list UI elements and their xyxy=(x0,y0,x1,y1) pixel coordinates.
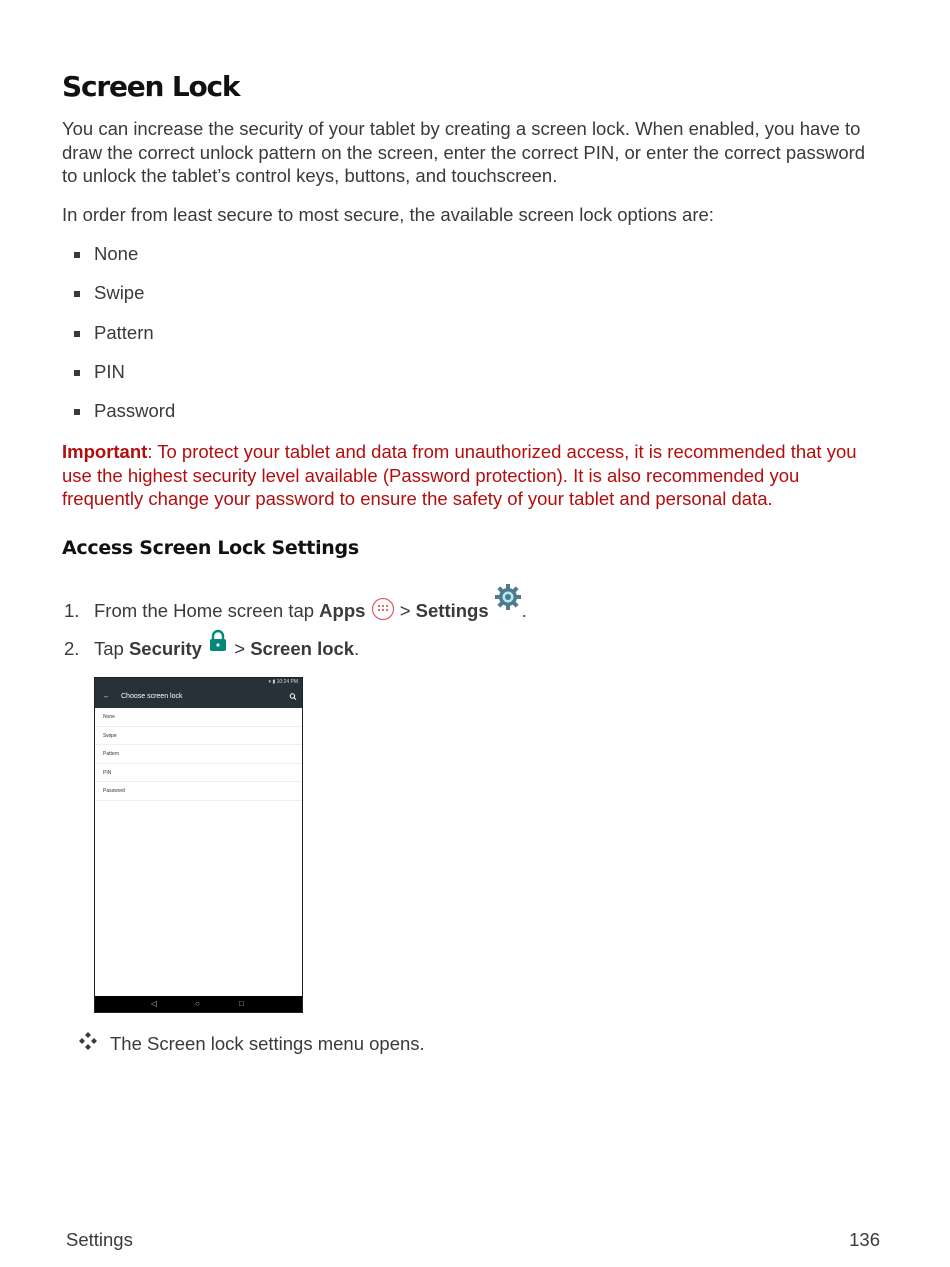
lock-option-password[interactable]: Password xyxy=(95,782,302,801)
important-note xyxy=(62,440,882,511)
bullet-square-icon xyxy=(74,252,80,258)
status-bar: ▾ ▮ 10:24 PM xyxy=(95,678,302,686)
nav-back-icon[interactable]: ◁ xyxy=(151,999,158,1008)
lock-icon xyxy=(207,629,229,659)
back-arrow-icon[interactable]: ← xyxy=(103,693,110,700)
footer-section: Settings xyxy=(66,1229,133,1250)
lock-option-pattern[interactable]: Pattern xyxy=(95,745,302,764)
step-1: 1. From the Home screen tap Apps > Settings . xyxy=(64,583,527,627)
step-2: 2. Tap Security > Screen lock. xyxy=(64,629,359,661)
apps-icon xyxy=(371,597,395,627)
gear-icon xyxy=(494,583,522,617)
section-title: Access Screen Lock Settings xyxy=(62,537,359,559)
nav-recents-icon[interactable]: □ xyxy=(239,999,244,1008)
nav-home-icon[interactable]: ○ xyxy=(195,999,200,1008)
bullet-square-icon xyxy=(74,370,80,376)
bullet-square-icon xyxy=(74,331,80,337)
phone-screenshot xyxy=(94,677,303,1013)
page-number: 136 xyxy=(849,1229,880,1250)
important-text: : To protect your tablet and data from unauthorized access, it is recommended that you use the highest security level available (Password protection). It is also recommended you frequently change your password to ensure the safety of your tablet and personal data. xyxy=(62,441,857,509)
important-label: Important xyxy=(62,441,148,462)
options-intro: In order from least secure to most secure, the available screen lock options are: xyxy=(62,204,714,225)
bullet-square-icon xyxy=(74,291,80,297)
lock-option-pin[interactable]: PIN xyxy=(95,764,302,783)
intro-paragraph: You can increase the security of your tablet by creating a screen lock. When enabled, you have to draw the correct unlock pattern on the screen, enter the correct PIN, or enter the correct password to unlock the tablet’s control keys, buttons, and touchscreen. xyxy=(62,118,866,186)
app-bar: ← Choose screen lock xyxy=(95,686,302,708)
four-diamond-icon xyxy=(78,1032,98,1052)
lock-option-none[interactable]: None xyxy=(95,708,302,727)
page-title: Screen Lock xyxy=(62,70,240,103)
search-icon[interactable] xyxy=(289,686,297,718)
lock-option-swipe[interactable]: Swipe xyxy=(95,727,302,746)
bullet-square-icon xyxy=(74,409,80,415)
lock-option-list xyxy=(95,708,302,801)
nav-bar xyxy=(95,996,302,1012)
